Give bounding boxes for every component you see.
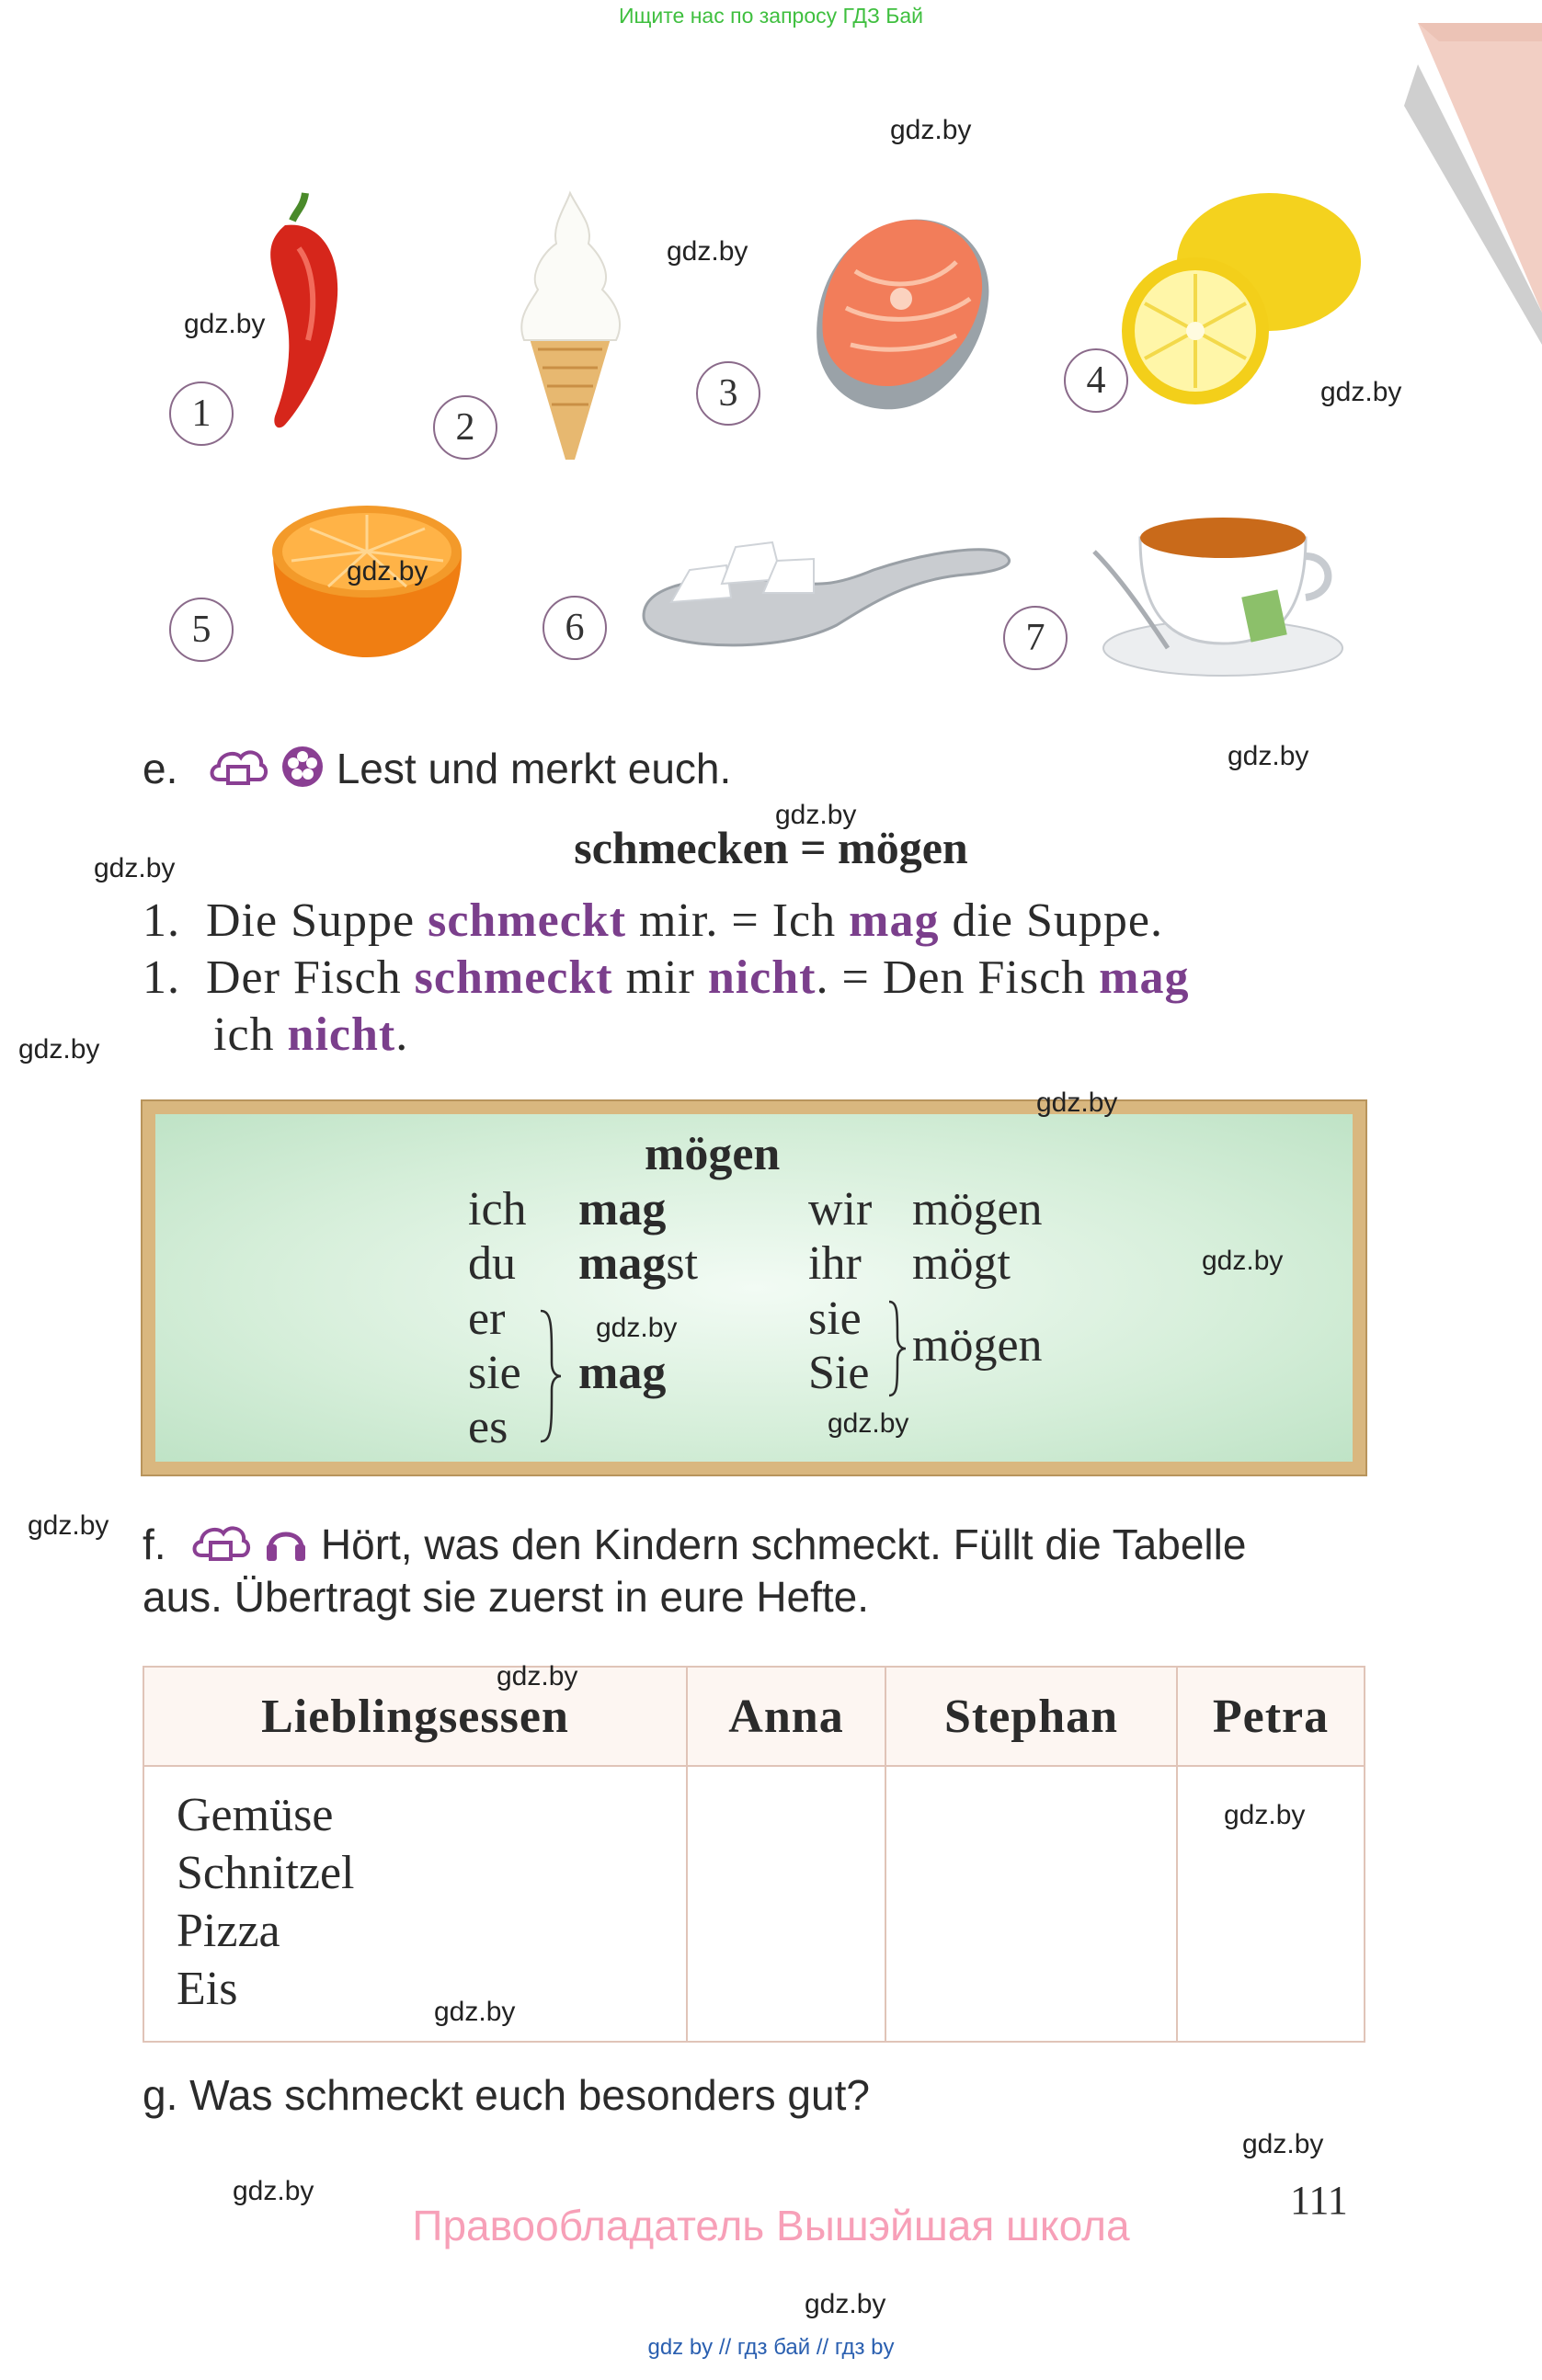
watermark: gdz.by <box>1320 377 1402 407</box>
board-Sie-formal: Sie <box>808 1347 870 1399</box>
food-item: Gemüse <box>177 1789 334 1841</box>
cloud-folder-icon <box>208 743 268 791</box>
example-2-part-e: . = Den Fisch <box>816 951 1100 1004</box>
example-1-number: 1. <box>143 894 180 947</box>
column-header-anna: Anna <box>687 1667 885 1766</box>
board-du-form <box>578 1236 698 1291</box>
headphones-icon <box>263 1519 309 1565</box>
example-2-part-c: mir <box>612 951 708 1004</box>
board-du: du <box>468 1237 516 1290</box>
page-number: 111 <box>1290 2178 1348 2223</box>
item-number-2: 2 <box>433 395 497 460</box>
favorite-food-table <box>143 1666 1365 2043</box>
watermark: gdz.by <box>233 2176 314 2206</box>
board-ihr: ihr <box>808 1237 862 1290</box>
watermark: gdz.by <box>18 1034 100 1065</box>
column-header-petra: Petra <box>1177 1667 1365 1766</box>
watermark: gdz.by <box>94 853 176 883</box>
board-sie-moegen: mögen <box>912 1319 1043 1372</box>
watermark: gdz.by <box>184 309 266 339</box>
task-f-heading <box>143 1519 1246 1569</box>
example-1-part-e: die Suppe. <box>939 894 1163 947</box>
example-2-schmeckt: schmeckt <box>414 951 613 1004</box>
board-er-sie-es-mag: mag <box>578 1347 667 1399</box>
watermark: gdz.by <box>667 236 748 267</box>
top-note: Ищите нас по запросу ГДЗ Бай <box>618 4 924 28</box>
example-2-part-a: Der Fisch <box>206 951 415 1004</box>
example-line-2 <box>143 951 1189 1005</box>
tea-cup-icon <box>1085 492 1347 680</box>
watermark: gdz.by <box>347 556 428 586</box>
example-3-part-a: ich <box>213 1008 288 1061</box>
board-du-ending: st <box>666 1237 699 1290</box>
column-header-lieblingsessen: Lieblingsessen <box>143 1667 687 1766</box>
item-number-1: 1 <box>169 381 234 446</box>
board-es: es <box>468 1401 508 1453</box>
task-e-heading <box>143 743 731 793</box>
cloud-folder-icon <box>190 1519 251 1566</box>
board-sie: sie <box>468 1347 521 1399</box>
example-line-3 <box>213 1008 408 1062</box>
anna-cell <box>687 1766 885 2042</box>
watermark: gdz.by <box>28 1510 109 1541</box>
item-number-6: 6 <box>543 596 607 660</box>
salmon-steak-icon <box>800 198 1002 418</box>
food-list-cell <box>143 1766 687 2042</box>
watermark: gdz.by <box>497 1661 578 1691</box>
brace-right <box>886 1298 908 1399</box>
task-e-letter: e. <box>143 745 178 792</box>
food-item: Eis <box>177 1963 238 2015</box>
example-2-nicht: nicht <box>707 951 817 1004</box>
board-ihr-moegt: mögt <box>912 1237 1011 1290</box>
example-3-nicht: nicht <box>287 1008 396 1061</box>
board-ich-mag: mag <box>578 1183 667 1236</box>
copyright-owner: Правообладатель Вышэйшая школа <box>412 2202 1130 2249</box>
stephan-cell <box>885 1766 1177 2042</box>
bottom-note: gdz by // гдз бай // гдз by <box>647 2335 895 2360</box>
flower-icon <box>280 745 325 789</box>
watermark: gdz.by <box>596 1313 678 1343</box>
ice-cream-icon <box>510 188 630 464</box>
board-wir-moegen: mögen <box>912 1183 1043 1236</box>
example-3-part-c: . <box>395 1008 409 1061</box>
task-f-line-1: Hört, was den Kindern schmeckt. Füllt die Tabelle <box>320 1520 1247 1568</box>
item-number-4: 4 <box>1064 348 1128 413</box>
task-g-heading <box>143 2070 870 2120</box>
column-header-stephan: Stephan <box>885 1667 1177 1766</box>
food-item: Schnitzel <box>177 1847 355 1899</box>
watermark: gdz.by <box>1036 1088 1118 1118</box>
table-header-row <box>143 1667 1365 1766</box>
watermark: gdz.by <box>1202 1246 1284 1276</box>
sugar-spoon-icon <box>634 515 1021 653</box>
item-number-7: 7 <box>1003 606 1068 670</box>
conjugation-board <box>143 1101 1365 1475</box>
brace-left <box>537 1307 565 1445</box>
board-wir: wir <box>808 1183 873 1236</box>
task-g-text: Was schmeckt euch besonders gut? <box>189 2071 870 2119</box>
watermark: gdz.by <box>775 800 857 830</box>
watermark: gdz.by <box>1224 1800 1306 1830</box>
watermark: gdz.by <box>1242 2129 1324 2159</box>
example-1-part-a: Die Suppe <box>206 894 428 947</box>
item-number-5: 5 <box>169 598 234 662</box>
board-du-stem: mag <box>578 1237 667 1290</box>
example-2-number: 1. <box>143 951 180 1004</box>
watermark: gdz.by <box>890 115 972 145</box>
example-1-part-c: mir. = Ich <box>626 894 850 947</box>
food-item: Pizza <box>177 1905 280 1957</box>
item-number-3: 3 <box>696 361 760 426</box>
table-row <box>143 1766 1365 2042</box>
rule-schmecken-moegen: schmecken = mögen <box>574 822 968 873</box>
watermark: gdz.by <box>1228 741 1309 771</box>
watermark: gdz.by <box>828 1408 909 1439</box>
task-f-line-2: aus. Übertragt sie zuerst in eure Hefte. <box>143 1573 870 1621</box>
example-1-schmeckt: schmeckt <box>428 894 627 947</box>
example-2-mag: mag <box>1099 951 1190 1004</box>
task-g-letter: g. <box>143 2071 178 2119</box>
chili-pepper-icon <box>248 184 349 432</box>
watermark: gdz.by <box>805 2289 886 2319</box>
board-title: mögen <box>645 1128 781 1180</box>
example-line-1 <box>143 894 1163 948</box>
task-f-letter: f. <box>143 1520 166 1568</box>
watermark: gdz.by <box>434 1997 516 2027</box>
example-1-mag: mag <box>849 894 940 947</box>
board-er: er <box>468 1292 506 1345</box>
task-e-text: Lest und merkt euch. <box>336 745 732 792</box>
board-ich: ich <box>468 1183 527 1236</box>
board-sie-plural: sie <box>808 1292 862 1345</box>
